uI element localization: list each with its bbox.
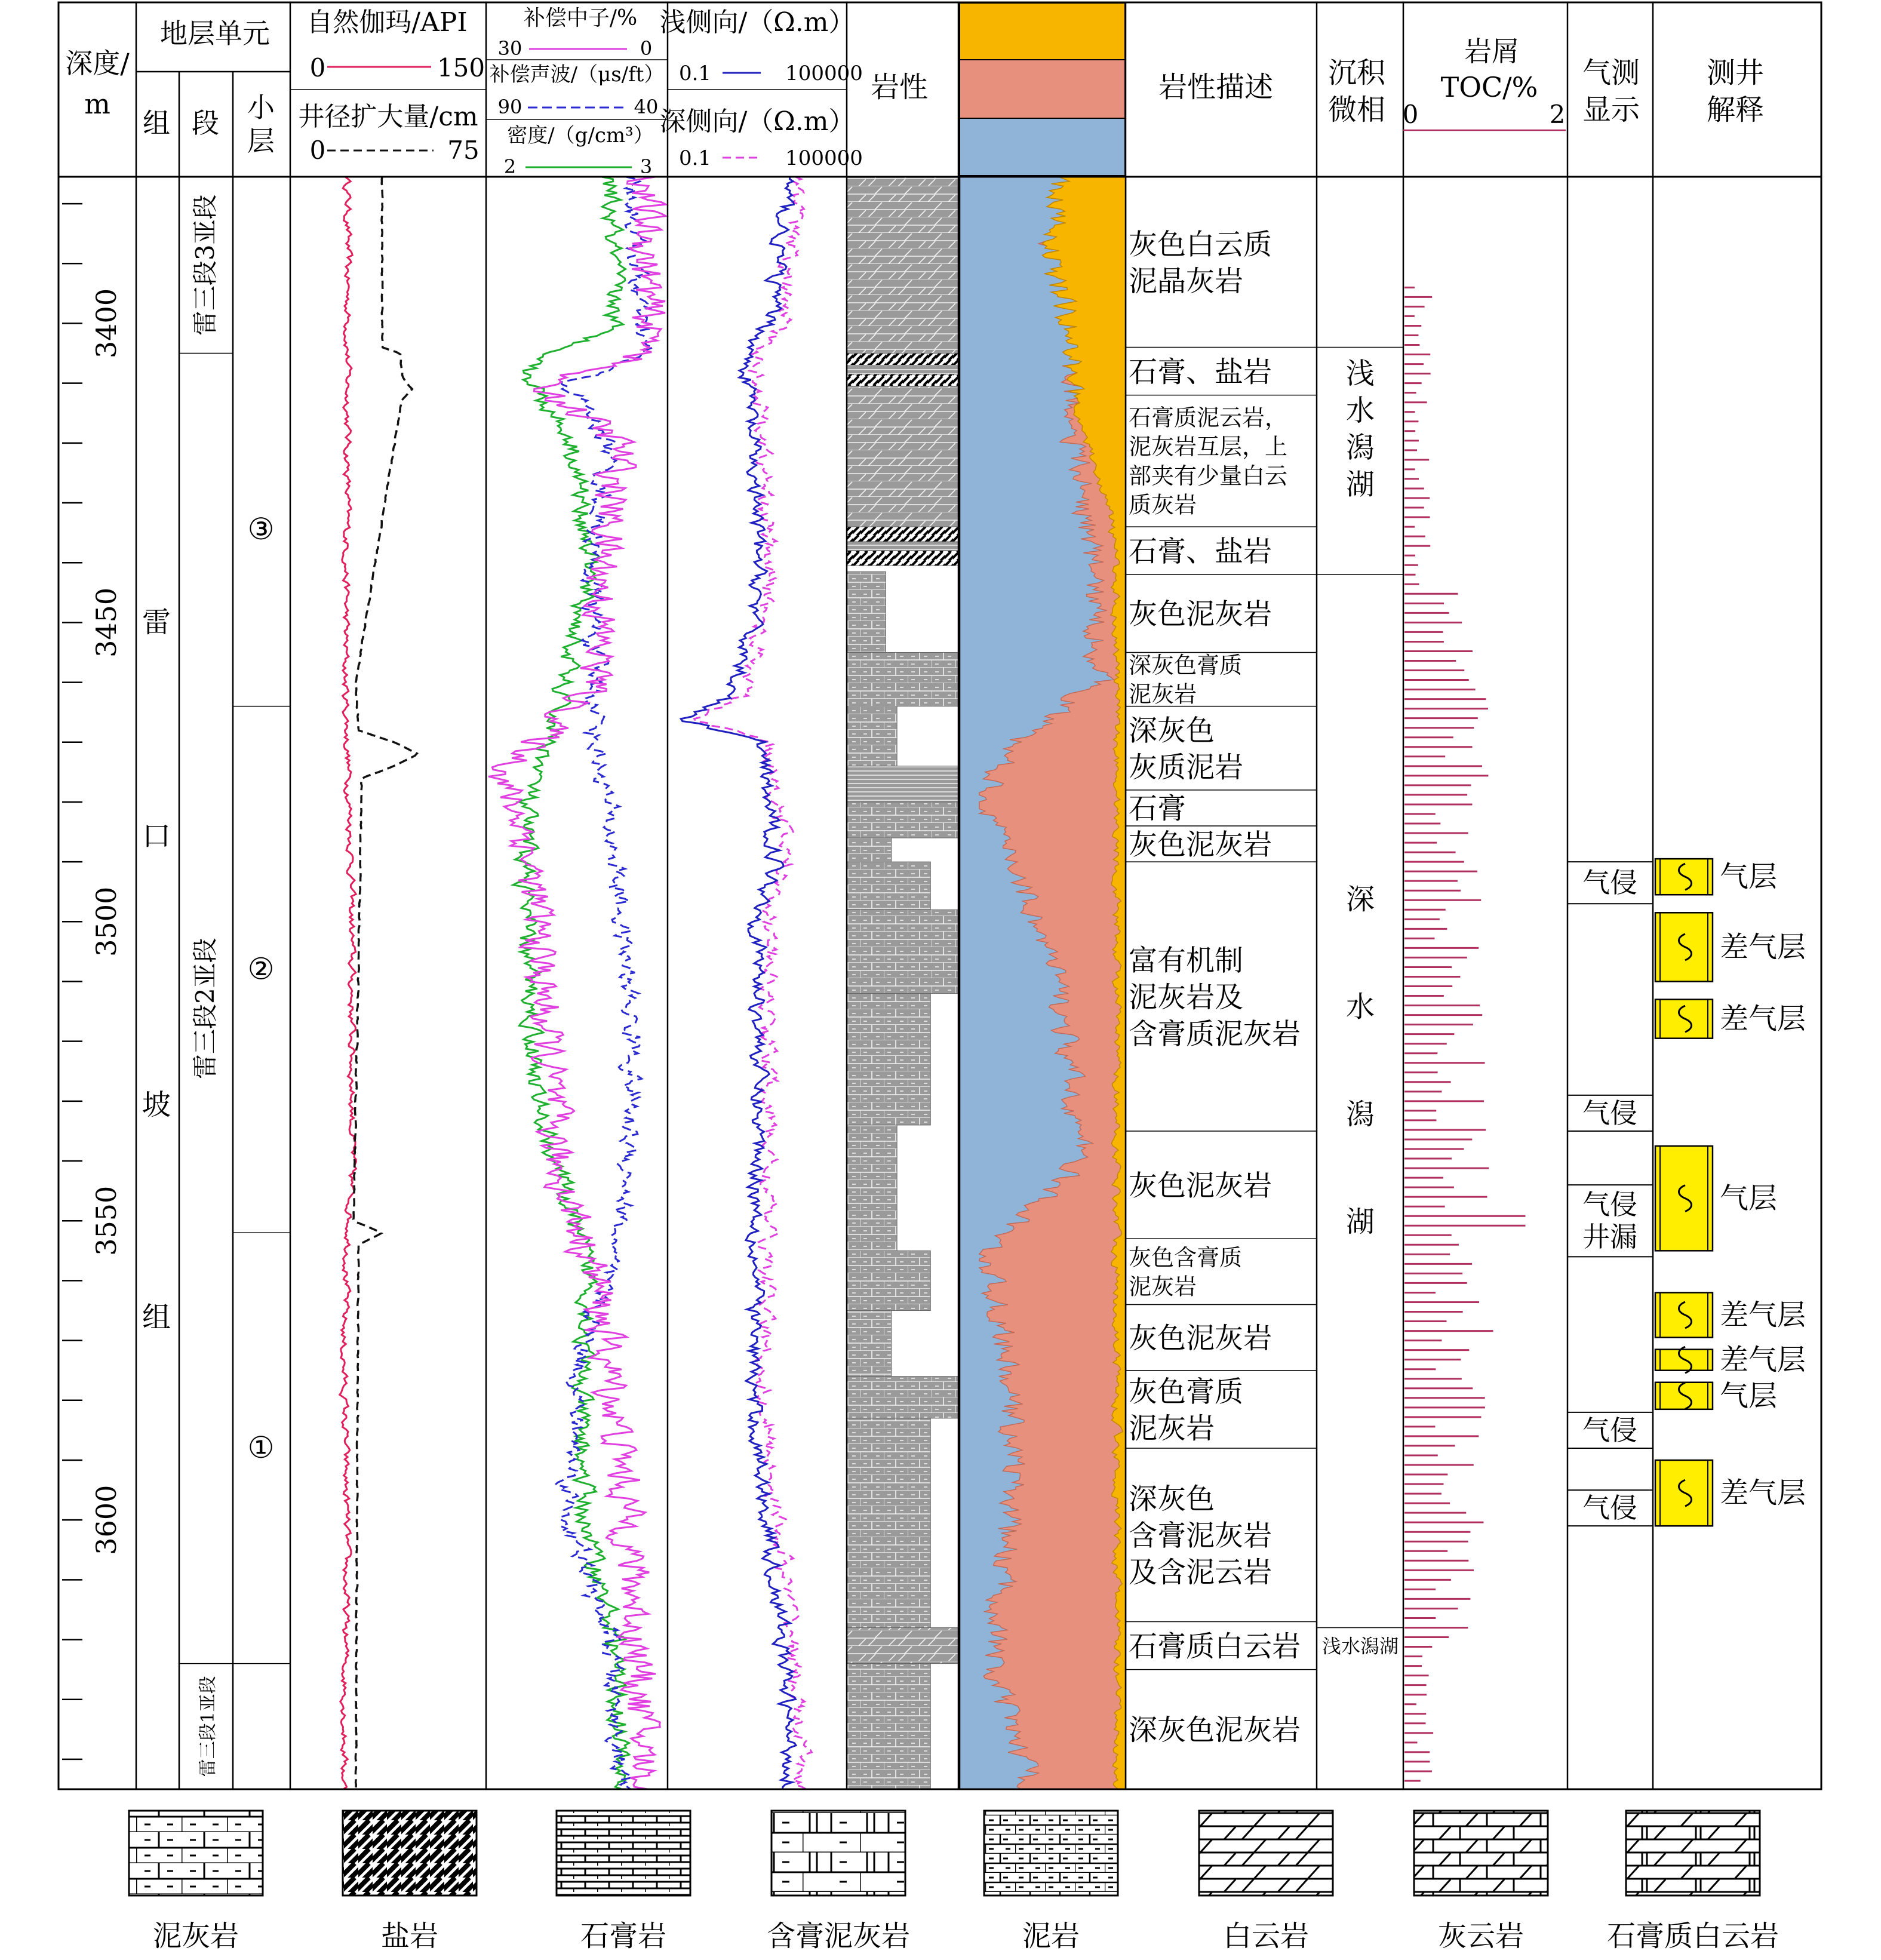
legend-label: 灰云岩 bbox=[1437, 1919, 1525, 1953]
header-toc-min: 0 bbox=[1402, 100, 1419, 129]
lithology-block bbox=[847, 652, 958, 706]
lls-curve bbox=[681, 177, 796, 1789]
lith-desc-text: 泥灰岩及 bbox=[1129, 980, 1244, 1014]
lithology-block bbox=[847, 1418, 930, 1628]
lith-desc-text: 深灰色泥灰岩 bbox=[1129, 1713, 1301, 1747]
lithology-block bbox=[847, 910, 958, 993]
lith-desc-text: 含膏泥灰岩 bbox=[1129, 1519, 1273, 1553]
lith-desc-text: 灰色白云质 bbox=[1129, 228, 1273, 262]
formation-char: 坡 bbox=[142, 1088, 171, 1122]
lith-desc-text: 灰色泥灰岩 bbox=[1129, 828, 1273, 862]
header-lls-max: 100000 bbox=[785, 62, 863, 85]
gr-curve bbox=[340, 177, 356, 1789]
facies-text: 湖 bbox=[1345, 1205, 1375, 1239]
lithology-block bbox=[847, 766, 958, 802]
legend-label: 含膏泥灰岩 bbox=[766, 1919, 911, 1953]
lithology-block bbox=[847, 572, 886, 652]
lithology-block bbox=[847, 374, 958, 386]
lith-desc-text: 石膏质泥云岩， bbox=[1129, 404, 1288, 431]
lithology-block bbox=[847, 1664, 930, 1789]
header-cal: 井径扩大量/cm bbox=[298, 102, 478, 132]
header-toc-2: TOC/% bbox=[1440, 71, 1538, 103]
member-label: 雷三段3亚段 bbox=[190, 194, 220, 336]
interp-label: 差气层 bbox=[1720, 1298, 1806, 1332]
lith-desc-text: 富有机制 bbox=[1129, 944, 1244, 978]
lithology-block bbox=[847, 354, 958, 365]
lithology-block bbox=[847, 1251, 930, 1310]
interp-label: 差气层 bbox=[1720, 930, 1806, 964]
gas-show-text: 气侵 bbox=[1582, 1414, 1637, 1446]
facies-text: 湖 bbox=[1345, 468, 1375, 502]
legend-label: 石膏岩 bbox=[580, 1919, 667, 1953]
header-facies-2: 微相 bbox=[1327, 93, 1386, 127]
caliper-curve bbox=[354, 177, 417, 1789]
header-den: 密度/（g/cm³） bbox=[507, 124, 654, 148]
member-label: 雷三段2亚段 bbox=[190, 938, 220, 1079]
header-sublayer-2: 层 bbox=[247, 125, 275, 157]
lithology-column bbox=[847, 177, 958, 1789]
lithology-block bbox=[847, 527, 958, 542]
depth-label: 3400 bbox=[90, 288, 122, 358]
header-interp-2: 解释 bbox=[1706, 93, 1765, 127]
depth-label: 3550 bbox=[90, 1185, 122, 1256]
lithology-block bbox=[847, 365, 958, 374]
interp-label: 差气层 bbox=[1720, 1002, 1806, 1036]
legend-swatch-salt bbox=[343, 1811, 477, 1896]
header-depth-unit: m bbox=[84, 88, 110, 120]
header-gas-2: 显示 bbox=[1582, 93, 1640, 127]
header-den-left: 2 bbox=[503, 155, 517, 178]
lithology-block bbox=[847, 1311, 892, 1377]
header-cnl-right: 0 bbox=[640, 37, 653, 60]
lith-desc-text: 深灰色 bbox=[1129, 1482, 1215, 1516]
lith-desc-text: 部夹有少量白云 bbox=[1129, 462, 1288, 489]
header-gr-max: 150 bbox=[437, 53, 485, 82]
header-lld-min: 0.1 bbox=[678, 146, 712, 170]
header-toc-max: 2 bbox=[1549, 100, 1566, 129]
member-label: 雷三段1亚段 bbox=[198, 1676, 219, 1777]
header-toc-1: 岩屑 bbox=[1464, 35, 1519, 67]
lithology-block bbox=[847, 862, 930, 910]
header-ac-right: 40 bbox=[634, 96, 659, 118]
lith-desc-text: 灰色膏质 bbox=[1129, 1375, 1244, 1409]
header-gas-1: 气测 bbox=[1582, 56, 1640, 90]
mineral-header-fills bbox=[960, 3, 1125, 176]
facies-text: 深 bbox=[1345, 883, 1375, 917]
lith-desc-text: 及含泥云岩 bbox=[1129, 1555, 1273, 1589]
legend-swatch-mudstone bbox=[984, 1811, 1118, 1896]
lithology-legend bbox=[129, 1811, 1779, 1953]
legend-swatch-dolomite bbox=[1199, 1811, 1333, 1896]
formation-char: 雷 bbox=[142, 606, 171, 639]
header-lld: 深侧向/（Ω.m） bbox=[659, 106, 855, 137]
header-sublayer-1: 小 bbox=[247, 91, 275, 124]
lith-desc-text: 泥灰岩 bbox=[1129, 1273, 1197, 1300]
density-curve bbox=[513, 177, 629, 1789]
facies-text: 浅水潟湖 bbox=[1321, 1635, 1399, 1658]
gas-show-text: 气侵 bbox=[1582, 1188, 1637, 1221]
header-gr: 自然伽玛/API bbox=[306, 7, 468, 38]
sublayer-label: ① bbox=[247, 1430, 275, 1465]
legend-swatch-marl bbox=[129, 1811, 263, 1896]
gas-show-text: 气侵 bbox=[1582, 1492, 1637, 1525]
lith-desc-text: 深灰色 bbox=[1129, 714, 1215, 748]
header-lithology: 岩性 bbox=[870, 70, 929, 104]
header-member: 段 bbox=[192, 107, 219, 139]
header-ac: 补偿声波/（μs/ft） bbox=[489, 63, 665, 87]
header-strat-unit: 地层单元 bbox=[160, 17, 270, 50]
legend-swatch-gypdolo bbox=[1626, 1811, 1760, 1896]
header-cal-min: 0 bbox=[309, 136, 326, 165]
depth-label: 3450 bbox=[90, 587, 122, 658]
legend-label: 白云岩 bbox=[1222, 1919, 1310, 1953]
lithology-block bbox=[847, 551, 958, 566]
lith-desc-text: 泥灰岩 bbox=[1129, 681, 1197, 708]
formation-char: 组 bbox=[142, 1301, 171, 1334]
lith-desc-text: 石膏、盐岩 bbox=[1129, 355, 1273, 389]
lithology-block bbox=[847, 1377, 958, 1418]
depth-label: 3500 bbox=[90, 886, 122, 957]
header-ac-left: 90 bbox=[497, 96, 522, 118]
lithology-block bbox=[847, 386, 958, 527]
lith-desc-text: 石膏质白云岩 bbox=[1129, 1629, 1301, 1663]
depth-label: 3600 bbox=[90, 1485, 122, 1555]
legend-swatch-limedolo bbox=[1414, 1811, 1548, 1896]
gas-show-text: 气侵 bbox=[1582, 1096, 1637, 1129]
curve-layer bbox=[340, 177, 812, 1789]
header-formation: 组 bbox=[143, 107, 170, 139]
legend-label: 泥岩 bbox=[1022, 1919, 1080, 1953]
lithology-block bbox=[847, 1627, 958, 1663]
lith-desc-text: 灰色泥灰岩 bbox=[1129, 1169, 1273, 1203]
header-lls: 浅侧向/（Ω.m） bbox=[659, 7, 855, 38]
lith-desc-text: 灰色泥灰岩 bbox=[1129, 1321, 1273, 1355]
lithology-block bbox=[847, 1125, 897, 1251]
log-header bbox=[65, 6, 1764, 178]
legend-label: 石膏质白云岩 bbox=[1606, 1919, 1779, 1953]
lithology-block bbox=[847, 177, 958, 354]
lith-desc-text: 石膏 bbox=[1129, 792, 1187, 826]
header-lith-desc: 岩性描述 bbox=[1158, 70, 1274, 104]
header-lls-min: 0.1 bbox=[678, 62, 712, 85]
legend-swatch-gypsum bbox=[557, 1811, 690, 1896]
interp-label: 差气层 bbox=[1720, 1476, 1806, 1510]
interp-label: 气层 bbox=[1720, 860, 1778, 894]
gas-show-text: 井漏 bbox=[1582, 1221, 1637, 1254]
lithology-block bbox=[847, 994, 930, 1125]
facies-text: 水 bbox=[1345, 990, 1375, 1024]
gas-show-text: 气侵 bbox=[1582, 867, 1637, 899]
header-den-right: 3 bbox=[640, 155, 653, 178]
lith-desc-text: 泥灰岩 bbox=[1129, 1411, 1215, 1445]
lith-desc-text: 质灰岩 bbox=[1129, 491, 1197, 518]
lith-desc-text: 石膏、盐岩 bbox=[1129, 534, 1273, 569]
facies-text: 潟 bbox=[1345, 431, 1375, 465]
neutron-curve bbox=[488, 177, 666, 1789]
depth-axis bbox=[62, 204, 122, 1759]
header-interp-1: 测井 bbox=[1706, 56, 1765, 90]
acoustic-curve bbox=[555, 177, 653, 1789]
header-gr-min: 0 bbox=[309, 53, 326, 82]
facies-text: 水 bbox=[1345, 394, 1375, 428]
legend-label: 盐岩 bbox=[380, 1919, 439, 1953]
header-depth: 深度/ bbox=[65, 47, 130, 79]
lith-desc-text: 灰质泥岩 bbox=[1129, 750, 1244, 784]
toc-column bbox=[1404, 287, 1526, 1781]
interp-label: 差气层 bbox=[1720, 1343, 1806, 1377]
facies-text: 浅 bbox=[1345, 357, 1375, 391]
header-cal-max: 75 bbox=[447, 136, 480, 165]
lithology-block bbox=[847, 542, 958, 551]
lith-desc-text: 含膏质泥灰岩 bbox=[1129, 1017, 1301, 1051]
lith-desc-text: 泥晶灰岩 bbox=[1129, 264, 1244, 298]
interval-layer bbox=[1655, 859, 1806, 1526]
lithology-block bbox=[847, 802, 958, 838]
lith-desc-text: 灰色泥灰岩 bbox=[1129, 597, 1273, 631]
lithology-block bbox=[847, 706, 897, 766]
header-lld-max: 100000 bbox=[785, 146, 863, 170]
legend-swatch-gypmarl bbox=[772, 1811, 905, 1896]
lith-desc-text: 灰色含膏质 bbox=[1129, 1244, 1243, 1271]
sublayer-label: ② bbox=[247, 951, 275, 987]
lith-desc-text: 泥灰岩互层，上 bbox=[1129, 434, 1288, 460]
lithology-block bbox=[847, 838, 892, 862]
header-cnl-left: 30 bbox=[497, 37, 522, 60]
legend-label: 泥灰岩 bbox=[152, 1919, 239, 1953]
interp-label: 气层 bbox=[1720, 1379, 1778, 1413]
interp-label: 气层 bbox=[1720, 1181, 1778, 1215]
header-cnl: 补偿中子/% bbox=[523, 6, 638, 30]
sublayer-label: ③ bbox=[247, 512, 275, 547]
lith-desc-text: 深灰色膏质 bbox=[1129, 652, 1243, 678]
header-facies-1: 沉积 bbox=[1327, 56, 1386, 90]
shading-layer bbox=[960, 177, 1126, 1789]
facies-text: 潟 bbox=[1345, 1098, 1375, 1132]
formation-char: 口 bbox=[142, 819, 171, 853]
